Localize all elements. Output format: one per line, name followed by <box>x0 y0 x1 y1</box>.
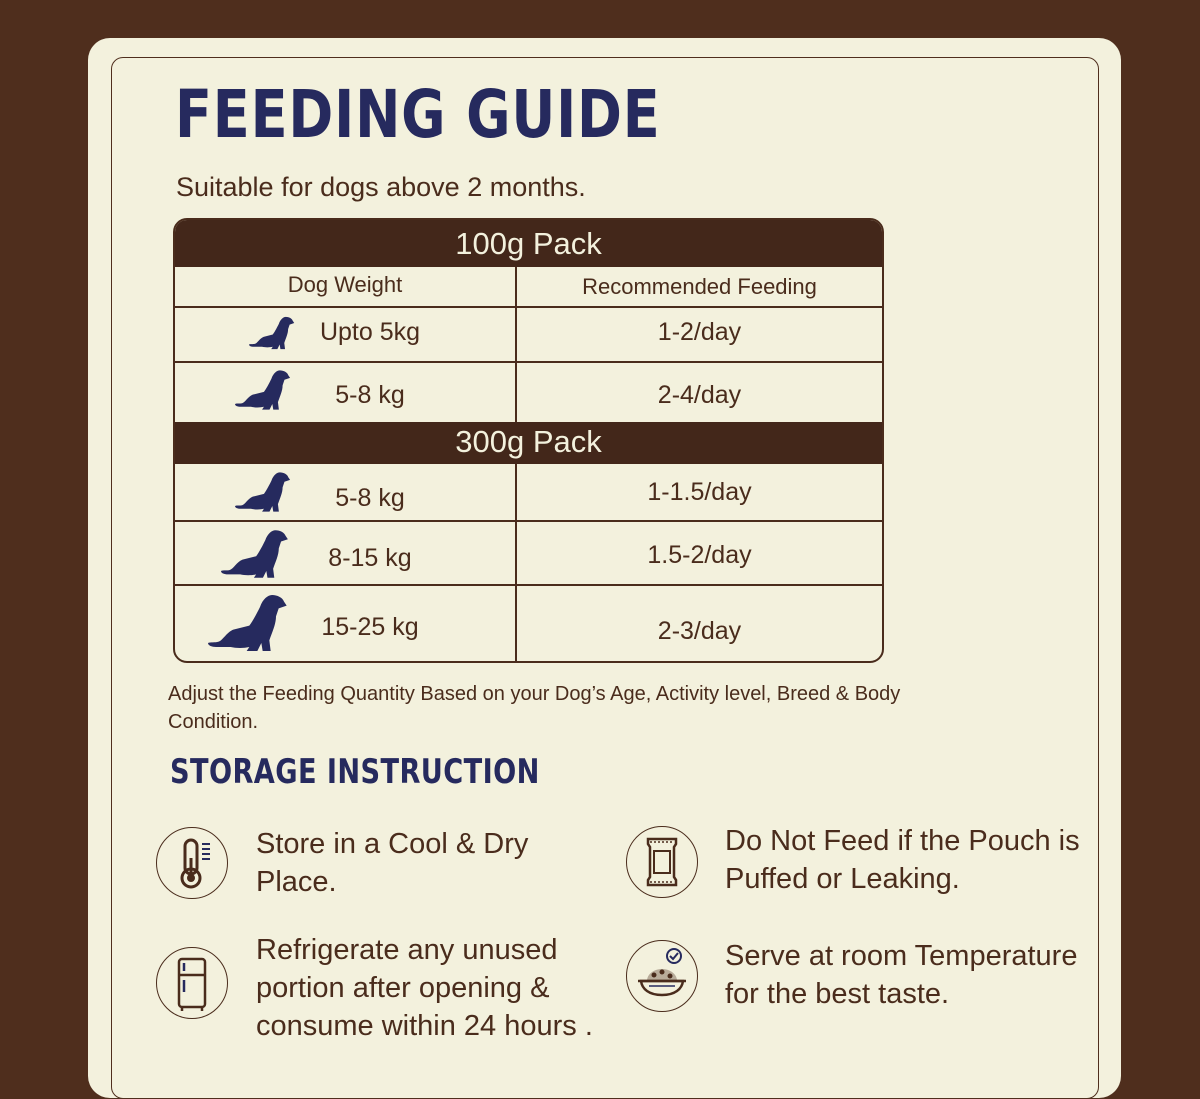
medium-dog-icon <box>235 470 291 514</box>
table-row-weight: 5-8 kg <box>335 381 405 409</box>
column-header-recommended-feeding: Recommended Feeding <box>582 274 817 299</box>
storage-text-refrigerate: Refrigerate any unused portion after opening & consume within 24 hours . <box>256 934 593 1042</box>
thermometer-icon <box>156 827 228 899</box>
storage-text-serve: Serve at room Temperature for the best taste. <box>725 940 1078 1010</box>
storage-heading: STORAGE INSTRUCTION <box>170 752 540 792</box>
table-row-weight: 5-8 kg <box>335 484 405 512</box>
table-row-feeding: 2-3/day <box>657 617 742 645</box>
feeding-table <box>173 218 884 663</box>
storage-text-pouch: Do Not Feed if the Pouch is Puffed or Leaking. <box>725 825 1080 895</box>
large-dog-icon <box>221 527 289 581</box>
table-row-weight: 15-25 kg <box>321 613 419 641</box>
pouch-icon <box>626 826 698 898</box>
extra-large-dog-icon <box>208 592 288 654</box>
feeding-note: Adjust the Feeding Quantity Based on your Dog’s Age, Activity level, Breed & Body Condition. <box>168 683 901 733</box>
table-divider <box>175 520 882 522</box>
table-row-feeding: 2-4/day <box>657 381 742 409</box>
storage-text-cool-dry: Store in a Cool & Dry Place. <box>256 828 529 898</box>
table-divider <box>175 361 882 363</box>
table-divider <box>175 306 882 308</box>
table-divider <box>175 584 882 586</box>
table-row-weight: 8-15 kg <box>328 544 412 572</box>
table-row-weight: Upto 5kg <box>319 318 421 346</box>
small-dog-icon <box>249 315 295 351</box>
food-bowl-icon <box>626 940 698 1012</box>
column-divider <box>515 267 517 422</box>
table-row-feeding: 1-2/day <box>657 318 742 346</box>
table-row-feeding: 1-1.5/day <box>647 478 752 506</box>
column-divider <box>515 464 517 661</box>
small-dog-icon <box>235 368 291 412</box>
subtitle: Suitable for dogs above 2 months. <box>176 172 586 202</box>
pack-300-header: 300g Pack <box>175 422 882 464</box>
page-title: FEEDING GUIDE <box>175 76 661 153</box>
refrigerator-icon <box>156 947 228 1019</box>
pack-100-header: 100g Pack <box>175 220 882 267</box>
table-row-feeding: 1.5-2/day <box>647 541 752 569</box>
column-header-dog-weight: Dog Weight <box>287 272 403 297</box>
